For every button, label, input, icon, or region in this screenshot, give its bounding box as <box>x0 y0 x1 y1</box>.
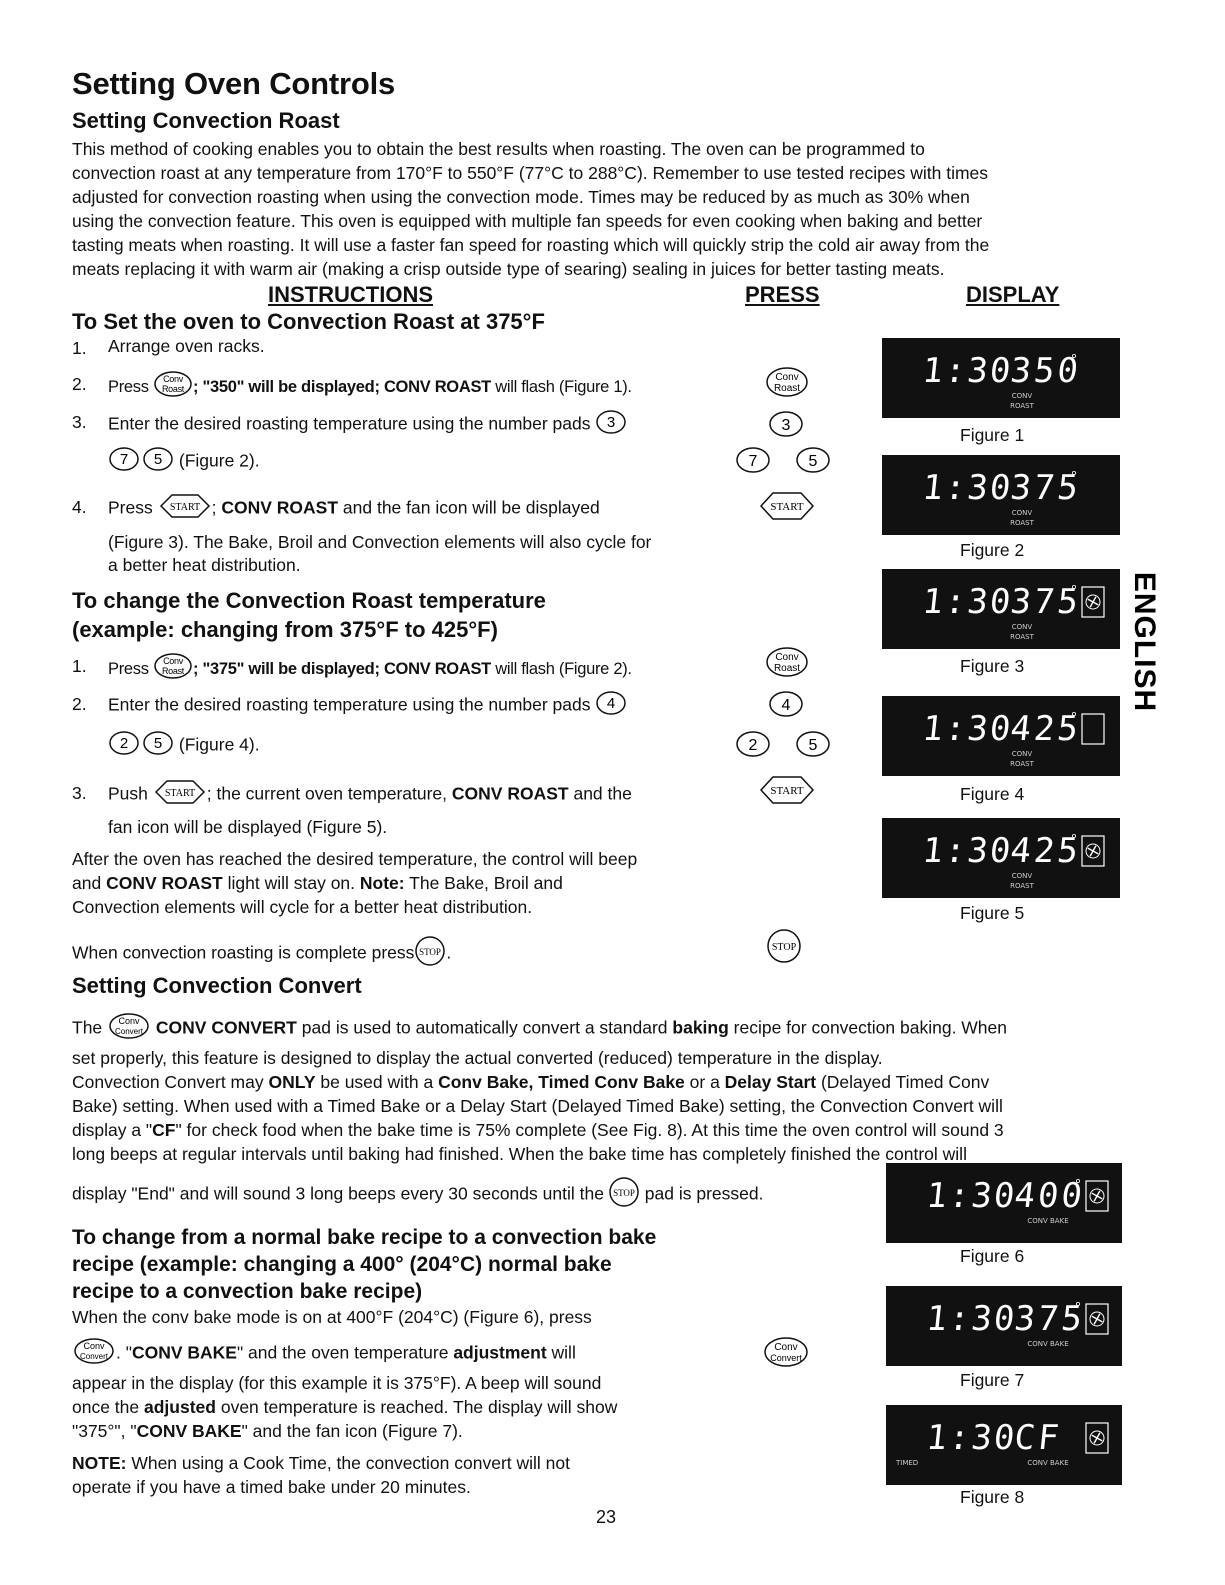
display-mode: CONV BAKE <box>1027 1340 1069 1348</box>
number-pad-5-icon <box>795 446 831 474</box>
oven-display <box>886 1405 1122 1485</box>
pad-label: Roast <box>773 383 801 394</box>
pad-label: Convert <box>770 1353 802 1363</box>
step-number: 2. <box>72 694 87 714</box>
figure-caption: Figure 7 <box>960 1370 1025 1390</box>
step-text <box>108 690 627 722</box>
display-temperature: 400 <box>1012 1176 1088 1216</box>
step-text-part: CONV ROAST <box>383 377 491 396</box>
pad-label: STOP <box>771 942 797 953</box>
text-part: adjusted <box>144 1397 216 1417</box>
paragraph-line: Bake) setting. When used with a Timed Bake or a Delay Start (Delayed Timed Bake) setting, the Convection Convert will <box>72 1096 1003 1116</box>
number-pad-7-icon <box>735 446 771 474</box>
figure-caption: Figure 4 <box>960 784 1025 804</box>
start-pad-icon <box>758 490 816 522</box>
text-part: Note: <box>359 873 405 893</box>
pad-label: Conv <box>775 372 799 383</box>
pad-label: 5 <box>808 453 818 470</box>
paragraph-line <box>72 871 637 895</box>
change-roast-heading <box>72 586 546 644</box>
step-text-part: Press <box>108 377 149 396</box>
press-number-pad-5[interactable] <box>795 446 831 479</box>
press-start-pad[interactable] <box>758 490 816 527</box>
step-number: 1. <box>72 656 87 676</box>
display-temperature: 375 <box>1012 1299 1088 1339</box>
fan-icon <box>1086 1423 1108 1453</box>
paragraph-line <box>72 1395 617 1419</box>
display-mode: CONV <box>1011 623 1033 631</box>
heading-line: (example: changing from 375°F to 425°F) <box>72 617 498 642</box>
figure-caption: Figure 1 <box>960 425 1025 445</box>
display-temperature: 375 <box>1008 468 1084 508</box>
step-text-part: Press <box>108 659 149 678</box>
text-part: CONV BAKE <box>136 1421 242 1441</box>
step-number: 4. <box>72 497 87 517</box>
language-tab-label: ENGLISH <box>1128 572 1160 712</box>
pad-label: Convert <box>79 1352 109 1361</box>
intro-line: using the convection feature. This oven is equipped with multiple fan speeds for even cooking when baking and better <box>72 211 983 231</box>
text-part: pad is pressed. <box>639 1183 764 1204</box>
text-part: be used with a <box>315 1072 439 1092</box>
after-paragraph <box>72 847 637 919</box>
step-text <box>108 446 260 478</box>
step-text-part: ; "350" will be displayed; <box>192 377 384 396</box>
text-part: will <box>546 1342 576 1363</box>
fan-icon <box>1082 587 1104 617</box>
conv-roast-pad-icon <box>153 652 193 687</box>
paragraph-line: When the conv bake mode is on at 400°F (204°C) (Figure 6), press <box>72 1307 592 1327</box>
figure-caption: Figure 8 <box>960 1487 1025 1507</box>
press-conv-roast-pad[interactable] <box>764 366 810 403</box>
display-time: 1:30 <box>924 1176 1019 1216</box>
oven-display <box>886 1163 1122 1243</box>
text-part: CONV CONVERT <box>151 1017 297 1038</box>
step-text <box>108 409 627 441</box>
step-text-part: Push <box>108 783 148 804</box>
stop-pad-icon <box>766 928 802 964</box>
number-pad-2-icon <box>735 730 771 758</box>
oven-display <box>882 338 1120 418</box>
step-text: a better heat distribution. <box>108 555 301 575</box>
roast-complete-text <box>72 935 451 973</box>
text-part: . " <box>116 1342 132 1363</box>
set-roast-heading: To Set the oven to Convection Roast at 375°F <box>72 309 545 334</box>
stop-pad-icon <box>414 935 446 973</box>
text-part: Convection Convert may <box>72 1072 269 1092</box>
display-timed-label: TIMED <box>896 1459 919 1467</box>
page-number: 23 <box>596 1507 617 1527</box>
display-mode: CONV <box>1011 872 1033 880</box>
pad-label: 5 <box>808 737 818 754</box>
paragraph-line: set properly, this feature is designed to display the actual converted (reduced) temperature in the display. <box>72 1048 883 1068</box>
paragraph-line: appear in the display (for this example it is 375°F). A beep will sound <box>72 1373 602 1393</box>
pad-label: Roast <box>773 663 801 674</box>
text-part: and <box>72 873 107 893</box>
fan-icon <box>1086 1181 1108 1211</box>
pad-label: 4 <box>607 695 616 712</box>
pad-label: 3 <box>781 417 791 434</box>
text-part: When convection roasting is complete press <box>72 942 415 963</box>
press-conv-roast-pad[interactable] <box>764 646 810 683</box>
fan-placeholder-icon <box>1082 714 1104 744</box>
step-number: 1. <box>72 338 87 358</box>
figure-caption: Figure 2 <box>960 540 1025 560</box>
display-mode: ROAST <box>1010 633 1034 641</box>
start-pad-icon <box>758 774 816 806</box>
pad-label: Conv <box>163 656 183 666</box>
paragraph-line: long beeps at regular intervals until baking had finished. When the bake time has completely finished the control will <box>72 1144 967 1164</box>
text-part: pad is used to automatically convert a standard <box>296 1017 673 1038</box>
fan-icon <box>1082 836 1104 866</box>
display-mode: CONV <box>1011 750 1033 758</box>
text-part: CONV BAKE <box>131 1342 237 1363</box>
section-heading-convection-roast: Setting Convection Roast <box>72 108 340 133</box>
start-pad-icon <box>153 778 207 812</box>
pad-label: Conv <box>83 1341 105 1351</box>
text-part: (Delayed Timed Conv <box>816 1072 990 1092</box>
pad-label: Conv <box>118 1016 140 1026</box>
number-pad-4-icon <box>595 690 627 722</box>
pad-label: 7 <box>119 451 129 468</box>
pad-label: START <box>169 502 200 513</box>
pad-label: START <box>770 501 804 513</box>
step-text <box>108 370 632 405</box>
conv-convert-pad-icon <box>72 1337 116 1371</box>
text-part: CF <box>152 1120 176 1140</box>
step-number: 2. <box>72 374 87 394</box>
intro-line: This method of cooking enables you to obtain the best results when roasting. The oven can be programmed to <box>72 139 925 159</box>
display-time: 1:30 <box>924 1418 1019 1458</box>
convert-end-line <box>72 1176 763 1214</box>
text-part: When using a Cook Time, the convection convert will not <box>126 1453 571 1473</box>
text-part: NOTE: <box>72 1453 127 1473</box>
oven-display <box>882 455 1120 535</box>
section-heading-convection-convert: Setting Convection Convert <box>72 973 362 998</box>
step-text-part: Enter the desired roasting temperature using the number pads <box>108 694 591 715</box>
intro-line: convection roast at any temperature from 170°F to 550°F (77°C to 288°C). Remember to use tested recipes with times <box>72 163 989 183</box>
text-part: once the <box>72 1397 144 1417</box>
text-part: or a <box>684 1072 725 1092</box>
text-part: Conv Bake, Timed Conv Bake <box>438 1072 685 1092</box>
press-number-pad-5[interactable] <box>795 730 831 763</box>
step-text-part: (Figure 4). <box>178 734 260 755</box>
display-time: 1:30 <box>920 468 1015 508</box>
figure-caption: Figure 5 <box>960 903 1025 923</box>
display-temperature: 425 <box>1008 831 1084 871</box>
conv-convert-pad-icon <box>107 1012 151 1046</box>
figure-caption: Figure 6 <box>960 1246 1025 1266</box>
fan-icon <box>1086 1304 1108 1334</box>
paragraph-line: After the oven has reached the desired temperature, the control will beep <box>72 849 638 869</box>
pad-label: Conv <box>163 374 183 384</box>
step-text-part: ; the current oven temperature, <box>206 783 452 804</box>
heading-line: recipe to a convection bake recipe) <box>72 1280 423 1303</box>
text-part: Delay Start <box>724 1072 817 1092</box>
pad-label: 2 <box>748 737 758 754</box>
text-part: oven temperature is reached. The display will show <box>215 1397 618 1417</box>
step-text-part: ; <box>211 497 222 518</box>
press-number-pad-4[interactable] <box>768 690 804 723</box>
text-part: display a " <box>72 1120 153 1140</box>
text-part: baking <box>672 1017 729 1038</box>
convert-example-heading <box>72 1224 656 1305</box>
text-part: ONLY <box>268 1072 316 1092</box>
pad-label: STOP <box>613 1188 635 1198</box>
pad-label: 3 <box>607 414 616 431</box>
display-temperature: CF <box>1012 1418 1064 1458</box>
paragraph-line <box>72 1419 617 1443</box>
pad-label: 5 <box>153 735 163 752</box>
press-stop-pad[interactable] <box>766 928 802 969</box>
pad-label: Convert <box>115 1027 144 1036</box>
display-mode: ROAST <box>1010 519 1034 527</box>
convert-paragraph <box>72 1012 1152 1166</box>
paragraph-line: operate if you have a timed bake under 20 minutes. <box>72 1477 471 1497</box>
step-text: (Figure 3). The Bake, Broil and Convection elements will also cycle for <box>108 532 652 552</box>
step-text <box>108 730 260 762</box>
step-text-part: ; "375" will be displayed; <box>192 659 384 678</box>
step-text-part: and the <box>568 783 632 804</box>
pad-label: START <box>770 785 804 797</box>
text-part: " and the oven temperature <box>236 1342 454 1363</box>
text-part: "375°", " <box>72 1421 137 1441</box>
step-text-part: and the fan icon will be displayed <box>338 497 600 518</box>
pad-label: START <box>164 788 195 799</box>
text-part: adjustment <box>453 1342 547 1363</box>
intro-line: adjusted for convection roasting when using the convection mode. Times may be reduced by as much as 30% when <box>72 187 970 207</box>
number-pad-4-icon <box>768 690 804 718</box>
step-text: Arrange oven racks. <box>108 336 265 356</box>
display-mode: ROAST <box>1010 760 1034 768</box>
paragraph-line <box>72 1012 1152 1046</box>
conv-roast-pad-icon <box>764 646 810 678</box>
text-part: The Bake, Broil and <box>404 873 563 893</box>
start-pad-icon <box>158 492 212 526</box>
step-text-part: CONV ROAST <box>221 497 339 518</box>
stop-pad-icon <box>608 1176 640 1214</box>
number-pad-2-icon <box>108 730 140 762</box>
display-mode: ROAST <box>1010 882 1034 890</box>
text-part: The <box>72 1017 108 1038</box>
step-text: fan icon will be displayed (Figure 5). <box>108 817 388 837</box>
step-number: 3. <box>72 783 87 803</box>
press-number-pad-7[interactable] <box>735 446 771 479</box>
language-tab <box>1126 572 1160 712</box>
heading-line: To change from a normal bake recipe to a convection bake <box>72 1226 657 1249</box>
text-part: recipe for convection baking. When <box>728 1017 1008 1038</box>
step-number: 3. <box>72 412 87 432</box>
step-text-part: will flash (Figure 1). <box>490 377 632 396</box>
step-text <box>108 492 600 526</box>
pad-label: 7 <box>748 453 758 470</box>
display-mode: CONV <box>1011 392 1033 400</box>
pad-label: STOP <box>419 947 442 957</box>
pad-label: 4 <box>781 697 791 714</box>
column-heading-instructions: INSTRUCTIONS <box>268 282 433 307</box>
display-mode: CONV BAKE <box>1027 1217 1069 1225</box>
text-part: " and the fan icon (Figure 7). <box>241 1421 463 1441</box>
column-heading-press: PRESS <box>745 282 820 307</box>
oven-display <box>882 696 1120 776</box>
step-text-part: Enter the desired roasting temperature using the number pads <box>108 413 591 434</box>
step-text-part: will flash (Figure 2). <box>490 659 632 678</box>
paragraph-line <box>72 1451 617 1475</box>
display-temperature: 425 <box>1008 709 1084 749</box>
figure-caption: Figure 3 <box>960 656 1025 676</box>
paragraph-line <box>72 1337 617 1371</box>
step-text-part: (Figure 2). <box>178 450 260 471</box>
display-mode: CONV <box>1011 509 1033 517</box>
pad-label: Conv <box>775 652 799 663</box>
step-text-part: Press <box>108 497 153 518</box>
press-number-pad-3[interactable] <box>768 410 804 443</box>
heading-line: To change the Convection Roast temperature <box>72 588 546 613</box>
text-part: . <box>446 942 452 963</box>
display-time: 1:30 <box>920 582 1015 622</box>
intro-line: meats replacing it with warm air (making a crisp outside type of searing) sealing in juices for better tasting meats. <box>72 259 945 279</box>
step-text-part: CONV ROAST <box>451 783 569 804</box>
display-temperature: 375 <box>1008 582 1084 622</box>
step-text <box>108 652 632 687</box>
oven-display <box>882 569 1120 649</box>
press-start-pad[interactable] <box>758 774 816 811</box>
paragraph-line <box>72 1070 1152 1094</box>
oven-display <box>882 818 1120 898</box>
page-title: Setting Oven Controls <box>72 66 396 101</box>
paragraph-line <box>72 1118 1152 1142</box>
display-time: 1:30 <box>924 1299 1019 1339</box>
convert-example-paragraph <box>72 1305 617 1499</box>
number-pad-7-icon <box>108 446 140 478</box>
pad-label: Roast <box>161 666 184 676</box>
heading-line: recipe (example: changing a 400° (204°C) normal bake <box>72 1253 612 1276</box>
conv-roast-pad-icon <box>153 370 193 405</box>
number-pad-5-icon <box>140 446 174 478</box>
display-temperature: 350 <box>1008 351 1084 391</box>
display-time: 1:30 <box>920 351 1015 391</box>
conv-convert-pad-icon <box>762 1336 810 1368</box>
press-number-pad-2[interactable] <box>735 730 771 763</box>
intro-line: tasting meats when roasting. It will use a faster fan speed for roasting which will quickly strip the cold air away from the <box>72 235 990 255</box>
conv-roast-pad-icon <box>764 366 810 398</box>
number-pad-5-icon <box>140 730 174 762</box>
display-mode: CONV BAKE <box>1027 1459 1069 1467</box>
text-part: CONV ROAST <box>106 873 223 893</box>
pad-label: Conv <box>774 1342 798 1353</box>
pad-label: Roast <box>161 384 184 394</box>
step-text-part: CONV ROAST <box>383 659 491 678</box>
number-pad-5-icon <box>795 730 831 758</box>
pad-label: 2 <box>119 735 129 752</box>
display-time: 1:30 <box>920 709 1015 749</box>
pad-label: 5 <box>153 451 163 468</box>
number-pad-3-icon <box>595 409 627 441</box>
press-conv-convert-pad[interactable] <box>762 1336 810 1373</box>
column-heading-display: DISPLAY <box>966 282 1060 307</box>
text-part: " for check food when the bake time is 75% complete (See Fig. 8). At this time the oven control will sound 3 <box>175 1120 1004 1140</box>
roast-intro <box>72 137 1142 281</box>
text-part: display "End" and will sound 3 long beeps every 30 seconds until the <box>72 1183 604 1204</box>
display-mode: ROAST <box>1010 402 1034 410</box>
text-part: light will stay on. <box>222 873 360 893</box>
step-text <box>108 778 632 812</box>
number-pad-3-icon <box>768 410 804 438</box>
display-time: 1:30 <box>920 831 1015 871</box>
paragraph-line: Convection elements will cycle for a better heat distribution. <box>72 897 533 917</box>
oven-display <box>886 1286 1122 1366</box>
